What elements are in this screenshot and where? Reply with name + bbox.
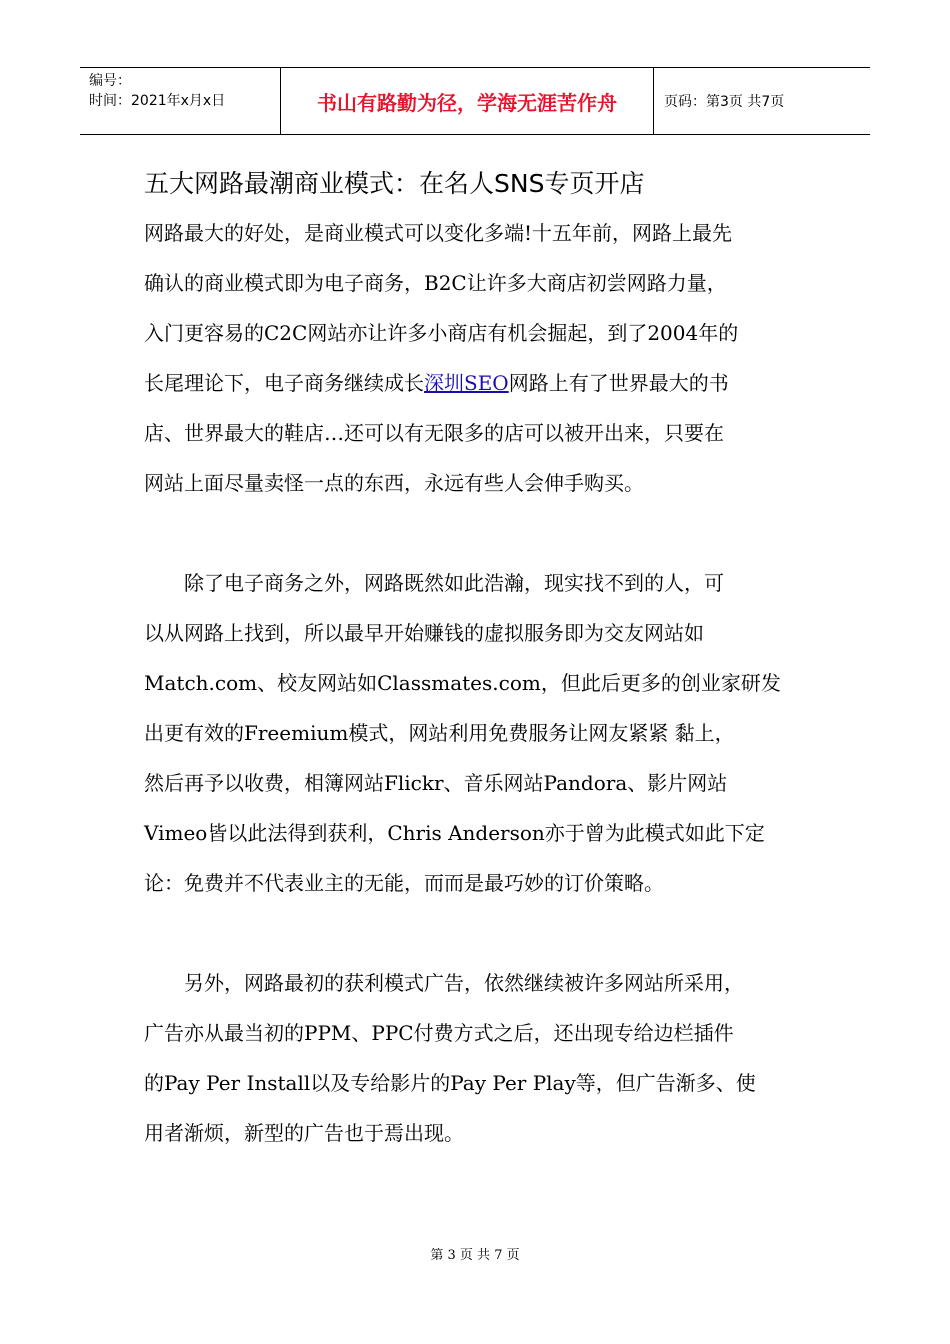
text-line: 用者渐烦，新型的广告也于焉出现。 [144, 1121, 464, 1145]
document-header [80, 67, 870, 135]
paragraph-2 [144, 558, 824, 908]
header-page-info: 页码：第3页 共7页 [664, 94, 785, 110]
text-line: 另外，网路最初的获利模式广告，依然继续被许多网站所采用， [144, 971, 744, 995]
text-line: 入门更容易的C2C网站亦让许多小商店有机会掘起，到了2004年的 [144, 321, 739, 345]
number-label: 编号： [89, 73, 131, 89]
text-line: 然后再予以收费，相簿网站Flickr、音乐网站Pandora、影片网站 [144, 771, 728, 795]
text-line: Vimeo皆以此法得到获利，Chris Anderson亦于曾为此模式如此下定 [144, 821, 765, 845]
header-motto: 书山有路勤为径，学海无涯苦作舟 [281, 68, 654, 134]
paragraph-3 [144, 958, 824, 1158]
text-line: 网站上面尽量卖怪一点的东西，永远有些人会伸手购买。 [144, 471, 644, 495]
text-line: 确认的商业模式即为电子商务，B2C让许多大商店初尝网路力量， [144, 271, 727, 295]
paragraph-spacer [144, 908, 824, 958]
article-title: 五大网路最潮商业模式：在名人SNS专页开店 [144, 169, 645, 198]
text-segment: 长尾理论下，电子商务继续成长 [144, 371, 424, 395]
text-line: Match.com、校友网站如Classmates.com，但此后更多的创业家研发 [144, 671, 781, 695]
text-line: 网路最大的好处，是商业模式可以变化多端!十五年前，网路上最先 [144, 221, 733, 245]
page-footer: 第 3 页 共 7 页 [430, 1248, 520, 1263]
text-line: 除了电子商务之外，网路既然如此浩瀚，现实找不到的人，可 [144, 571, 724, 595]
text-line [144, 358, 824, 408]
paragraph-1 [144, 208, 824, 508]
seo-link[interactable]: 深圳SEO [424, 371, 509, 395]
text-line: 出更有效的Freemium模式，网站利用免费服务让网友紧紧 黏上， [144, 721, 735, 745]
text-line: 以从网路上找到，所以最早开始赚钱的虚拟服务即为交友网站如 [144, 621, 704, 645]
paragraph-spacer [144, 508, 824, 558]
text-line: 广告亦从最当初的PPM、PPC付费方式之后，还出现专给边栏插件 [144, 1021, 734, 1045]
text-line: 的Pay Per Install以及专给影片的Pay Per Play等，但广告渐多、使 [144, 1071, 756, 1095]
text-line: 店、世界最大的鞋店…还可以有无限多的店可以被开出来，只要在 [144, 421, 724, 445]
article-body [144, 160, 824, 1158]
text-segment: 网路上有了世界最大的书 [508, 371, 729, 395]
header-meta-cell [80, 68, 281, 134]
text-line: 论：免费并不代表业主的无能，而而是最巧妙的订价策略。 [144, 871, 664, 895]
time-label: 时间：2021年x月x日 [89, 93, 226, 109]
